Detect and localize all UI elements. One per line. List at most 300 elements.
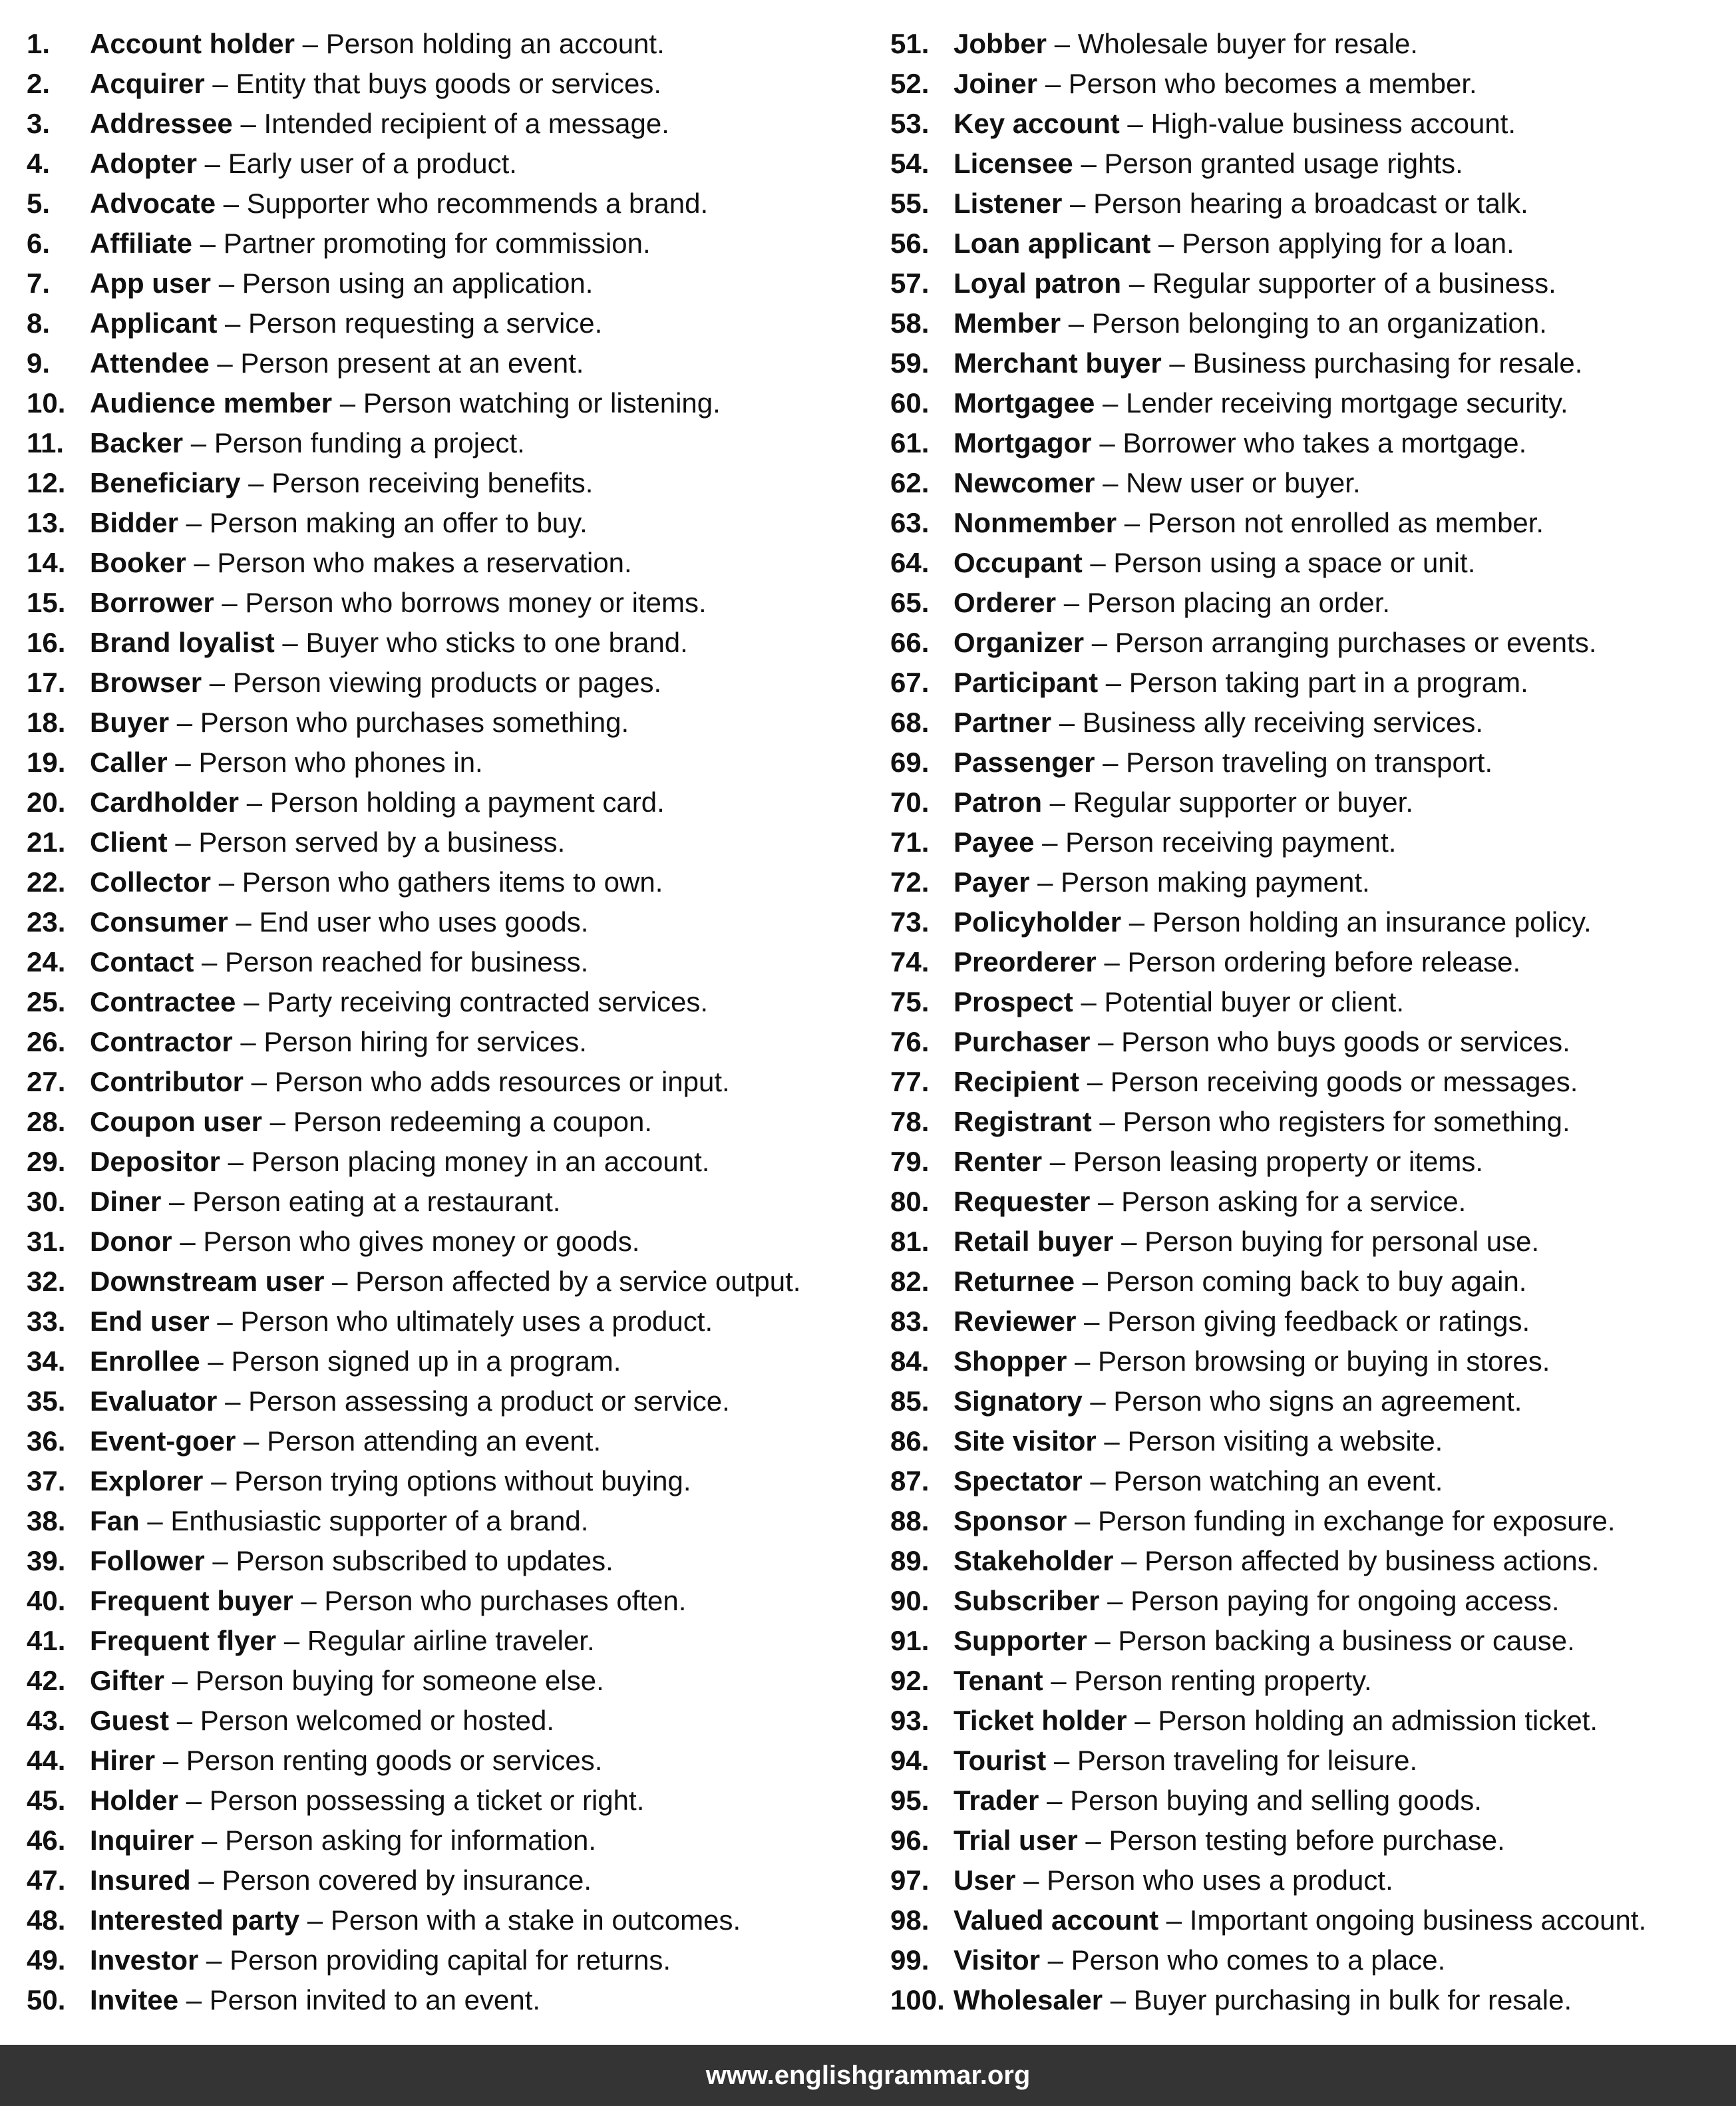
item-definition: Person who gives money or goods. (203, 1226, 640, 1257)
item-dash: – (274, 627, 306, 658)
item-definition: Borrower who takes a mortgage. (1123, 427, 1527, 458)
item-text (90, 1703, 554, 1738)
item-text (954, 506, 1544, 540)
list-item (890, 426, 1722, 466)
item-definition: Person buying for personal use. (1144, 1226, 1540, 1257)
item-dash: – (232, 1026, 264, 1057)
item-text (90, 1304, 713, 1339)
item-term: Licensee (954, 148, 1073, 179)
item-term: Payee (954, 826, 1035, 858)
item-text (90, 1184, 560, 1219)
item-definition: Person who purchases often. (324, 1585, 687, 1616)
item-text (954, 985, 1404, 1019)
item-text (954, 106, 1516, 141)
item-definition: Person who gathers items to own. (242, 866, 663, 898)
list-item (27, 945, 878, 985)
item-dash: – (178, 1984, 210, 2016)
item-number: 64. (890, 547, 930, 578)
item-number: 50. (27, 1984, 66, 2016)
item-term: Acquirer (90, 68, 205, 99)
item-definition: New user or buyer. (1126, 467, 1361, 498)
item-dash: – (1095, 747, 1127, 778)
list-item (890, 27, 1722, 67)
item-number: 83. (890, 1306, 930, 1337)
item-definition: Person invited to an event. (209, 1984, 541, 2016)
item-term: Retail buyer (954, 1226, 1114, 1257)
item-definition: Person funding in exchange for exposure. (1098, 1505, 1616, 1536)
item-definition: Person funding a project. (214, 427, 525, 458)
item-definition: Person buying for someone else. (195, 1665, 604, 1696)
item-term: Loyal patron (954, 267, 1122, 299)
item-text (90, 945, 588, 979)
item-text (90, 1025, 587, 1059)
list-item (27, 1384, 878, 1424)
item-term: Advocate (90, 188, 216, 219)
list-item (890, 306, 1722, 346)
item-dash: – (183, 427, 214, 458)
item-definition: Person asking for a service. (1121, 1186, 1467, 1217)
item-number: 63. (890, 507, 930, 538)
list-item (27, 546, 878, 586)
item-term: End user (90, 1306, 210, 1337)
list-item (890, 1144, 1722, 1184)
item-number: 75. (890, 986, 930, 1017)
item-text (90, 67, 661, 101)
item-definition: Regular supporter of a business. (1152, 267, 1556, 299)
item-dash: – (211, 866, 242, 898)
item-term: Reviewer (954, 1306, 1077, 1337)
item-definition: Person belonging to an organization. (1091, 307, 1547, 339)
item-text (954, 1743, 1417, 1778)
item-definition: Person welcomed or hosted. (200, 1705, 555, 1736)
item-text (90, 785, 665, 820)
item-number: 24. (27, 946, 66, 977)
list-item (890, 745, 1722, 785)
item-number: 85. (890, 1385, 930, 1417)
item-definition: Person reached for business. (225, 946, 589, 977)
list-item (27, 506, 878, 546)
list-item (890, 1264, 1722, 1304)
list-item (27, 386, 878, 426)
list-item (890, 67, 1722, 106)
item-term: Coupon user (90, 1106, 262, 1137)
item-number: 34. (27, 1345, 66, 1377)
item-definition: Person affected by a service output. (355, 1266, 801, 1297)
list-item (27, 226, 878, 266)
item-definition: Person who adds resources or input. (274, 1066, 730, 1097)
item-number: 66. (890, 627, 930, 658)
item-term: Trader (954, 1785, 1039, 1816)
item-term: Stakeholder (954, 1545, 1114, 1576)
list-item (890, 1584, 1722, 1624)
item-number: 44. (27, 1745, 66, 1776)
item-number: 29. (27, 1146, 66, 1177)
item-definition: Person placing money in an account. (251, 1146, 710, 1177)
item-term: Joiner (954, 68, 1038, 99)
item-term: Applicant (90, 307, 218, 339)
item-dash: – (194, 946, 226, 977)
item-term: Adopter (90, 148, 197, 179)
item-number: 79. (890, 1146, 930, 1177)
item-text (954, 785, 1413, 820)
item-term: Renter (954, 1146, 1043, 1177)
item-number: 65. (890, 587, 930, 618)
list-item (890, 1224, 1722, 1264)
item-number: 20. (27, 787, 66, 818)
item-text (954, 945, 1520, 979)
item-dash: – (1034, 826, 1066, 858)
item-number: 45. (27, 1785, 66, 1816)
list-item (890, 466, 1722, 506)
item-definition: Person who makes a reservation. (217, 547, 632, 578)
left-column-list (27, 27, 878, 2023)
item-number: 61. (890, 427, 930, 458)
item-text (954, 1065, 1578, 1099)
item-term: Caller (90, 747, 168, 778)
item-definition: Regular airline traveler. (307, 1625, 595, 1656)
item-term: Purchaser (954, 1026, 1091, 1057)
item-number: 18. (27, 707, 66, 738)
item-dash: – (155, 1745, 186, 1776)
item-definition: Person attending an event. (267, 1425, 602, 1457)
item-number: 57. (890, 267, 930, 299)
item-definition: Person leasing property or items. (1073, 1146, 1484, 1177)
item-number: 52. (890, 68, 930, 99)
item-number: 76. (890, 1026, 930, 1057)
item-dash: – (1084, 627, 1115, 658)
item-dash: – (220, 1146, 252, 1177)
item-definition: Person asking for information. (225, 1825, 596, 1856)
list-item (27, 1105, 878, 1144)
item-number: 59. (890, 347, 930, 379)
item-term: Supporter (954, 1625, 1087, 1656)
item-dash: – (1061, 307, 1092, 339)
list-item (890, 705, 1722, 745)
item-dash: – (211, 267, 242, 299)
item-definition: Person backing a business or cause. (1118, 1625, 1575, 1656)
item-number: 60. (890, 387, 930, 419)
item-term: Partner (954, 707, 1052, 738)
list-item (890, 1424, 1722, 1464)
item-term: Hirer (90, 1745, 156, 1776)
item-term: Listener (954, 188, 1063, 219)
item-dash: – (1113, 1226, 1145, 1257)
item-number: 42. (27, 1665, 66, 1696)
list-item (890, 1464, 1722, 1504)
item-dash: – (178, 1785, 210, 1816)
item-term: Guest (90, 1705, 170, 1736)
item-dash: – (1051, 707, 1083, 738)
item-text (90, 506, 588, 540)
item-text (90, 106, 669, 141)
list-item (890, 1903, 1722, 1943)
item-dash: – (209, 347, 241, 379)
item-term: Fan (90, 1505, 140, 1536)
item-term: Gifter (90, 1665, 165, 1696)
item-definition: Person browsing or buying in stores. (1098, 1345, 1550, 1377)
item-definition: Person trying options without buying. (234, 1465, 691, 1496)
item-dash: – (236, 1425, 267, 1457)
item-number: 91. (890, 1625, 930, 1656)
item-number: 48. (27, 1904, 66, 1936)
item-definition: Person not enrolled as member. (1147, 507, 1544, 538)
item-text (90, 1224, 639, 1259)
item-number: 92. (890, 1665, 930, 1696)
item-number: 13. (27, 507, 66, 538)
item-dash: – (203, 1465, 235, 1496)
item-term: Mortgagee (954, 387, 1095, 419)
item-term: Audience member (90, 387, 333, 419)
item-definition: Supporter who recommends a brand. (246, 188, 709, 219)
item-number: 54. (890, 148, 930, 179)
item-text (90, 665, 661, 700)
item-text (954, 1424, 1443, 1459)
item-text (954, 27, 1418, 61)
list-item (890, 1664, 1722, 1703)
item-dash: – (1046, 1745, 1077, 1776)
item-dash: – (197, 148, 228, 179)
item-number: 9. (27, 347, 51, 379)
item-dash: – (1042, 787, 1073, 818)
item-term: Wholesaler (954, 1984, 1103, 2016)
item-term: App user (90, 267, 212, 299)
item-dash: – (1079, 1066, 1111, 1097)
list-item (27, 1783, 878, 1823)
item-definition: Person viewing products or pages. (232, 667, 662, 698)
list-item (27, 1144, 878, 1184)
item-text (90, 1624, 595, 1658)
item-term: Sponsor (954, 1505, 1067, 1536)
item-term: Contractor (90, 1026, 233, 1057)
list-item (27, 306, 878, 346)
list-item (27, 1344, 878, 1384)
item-term: Bidder (90, 507, 179, 538)
item-text (954, 825, 1396, 860)
item-definition: Person assessing a product or service. (248, 1385, 730, 1417)
list-item (27, 705, 878, 745)
item-number: 33. (27, 1306, 66, 1337)
item-dash: – (204, 68, 236, 99)
item-number: 43. (27, 1705, 66, 1736)
item-dash: – (198, 1944, 230, 1976)
item-definition: Person requesting a service. (248, 307, 603, 339)
list-item (890, 1384, 1722, 1424)
item-dash: – (1121, 906, 1152, 938)
item-term: Subscriber (954, 1585, 1100, 1616)
list-item (890, 625, 1722, 665)
item-number: 25. (27, 986, 66, 1017)
item-dash: – (1039, 1785, 1071, 1816)
list-item (890, 1943, 1722, 1983)
item-number: 93. (890, 1705, 930, 1736)
list-item (27, 1624, 878, 1664)
item-number: 16. (27, 627, 66, 658)
item-number: 53. (890, 108, 930, 139)
item-definition: Business purchasing for resale. (1192, 347, 1583, 379)
item-term: Collector (90, 866, 212, 898)
item-number: 80. (890, 1186, 930, 1217)
item-term: Spectator (954, 1465, 1083, 1496)
item-definition: Person who comes to a place. (1071, 1944, 1446, 1976)
item-dash: – (1095, 387, 1127, 419)
list-item (27, 1743, 878, 1783)
item-term: Orderer (954, 587, 1057, 618)
item-term: Contributor (90, 1066, 244, 1097)
item-definition: Person who signs an agreement. (1113, 1385, 1522, 1417)
item-text (954, 1184, 1466, 1219)
list-item (890, 905, 1722, 945)
item-definition: Person who becomes a member. (1068, 68, 1477, 99)
item-number: 88. (890, 1505, 930, 1536)
item-term: Payer (954, 866, 1030, 898)
item-text (954, 586, 1390, 620)
item-term: Patron (954, 787, 1043, 818)
item-text (954, 266, 1556, 301)
item-dash: – (1056, 587, 1087, 618)
item-number: 82. (890, 1266, 930, 1297)
item-text (954, 1105, 1570, 1139)
item-term: Frequent flyer (90, 1625, 277, 1656)
item-number: 5. (27, 188, 51, 219)
item-number: 23. (27, 906, 66, 938)
item-dash: – (1082, 1385, 1114, 1417)
item-term: Client (90, 826, 168, 858)
item-number: 94. (890, 1745, 930, 1776)
item-number: 69. (890, 747, 930, 778)
item-text (954, 546, 1475, 580)
item-term: Occupant (954, 547, 1083, 578)
item-term: Passenger (954, 747, 1095, 778)
item-definition: Person signed up in a program. (231, 1345, 621, 1377)
list-item (27, 1184, 878, 1224)
item-definition: Person ordering before release. (1127, 946, 1521, 977)
item-dash: – (239, 787, 270, 818)
item-number: 22. (27, 866, 66, 898)
item-text (90, 346, 584, 381)
list-item (890, 1344, 1722, 1384)
item-term: Site visitor (954, 1425, 1097, 1457)
item-text (954, 1903, 1646, 1938)
list-item (890, 825, 1722, 865)
item-text (90, 1783, 644, 1818)
item-dash: – (1158, 1904, 1190, 1936)
item-definition: Person visiting a website. (1127, 1425, 1443, 1457)
item-term: Browser (90, 667, 202, 698)
item-text (90, 306, 602, 341)
item-term: Jobber (954, 28, 1047, 59)
list-item (890, 665, 1722, 705)
item-number: 39. (27, 1545, 66, 1576)
item-text (954, 1464, 1443, 1498)
item-definition: Enthusiastic supporter of a brand. (170, 1505, 589, 1536)
list-item (27, 1065, 878, 1105)
list-item (27, 985, 878, 1025)
item-number: 12. (27, 467, 66, 498)
item-text (954, 1025, 1570, 1059)
item-dash: – (1119, 108, 1151, 139)
item-dash: – (1113, 1545, 1145, 1576)
item-term: Visitor (954, 1944, 1040, 1976)
item-definition: Potential buyer or client. (1104, 986, 1405, 1017)
item-dash: – (1037, 68, 1069, 99)
item-text (90, 745, 483, 780)
item-term: Merchant buyer (954, 347, 1162, 379)
item-term: Newcomer (954, 467, 1095, 498)
item-definition: Person receiving goods or messages. (1110, 1066, 1578, 1097)
item-text (90, 266, 593, 301)
item-dash: – (1121, 267, 1152, 299)
item-definition: Person holding an insurance policy. (1152, 906, 1592, 938)
item-text (954, 1344, 1550, 1379)
item-text (954, 745, 1492, 780)
list-item (890, 1184, 1722, 1224)
item-dash: – (167, 747, 199, 778)
item-dash: – (192, 228, 224, 259)
item-text (954, 306, 1547, 341)
item-dash: – (1150, 228, 1182, 259)
item-term: Trial user (954, 1825, 1078, 1856)
item-number: 10. (27, 387, 66, 419)
item-number: 62. (890, 467, 930, 498)
item-number: 36. (27, 1425, 66, 1457)
item-dash: – (1161, 347, 1193, 379)
list-item (890, 146, 1722, 186)
item-definition: Person eating at a restaurant. (192, 1186, 561, 1217)
item-number: 47. (27, 1864, 66, 1896)
item-dash: – (1042, 1146, 1073, 1177)
list-item (27, 67, 878, 106)
item-definition: Person taking part in a program. (1128, 667, 1528, 698)
item-text (90, 1903, 741, 1938)
item-term: Tourist (954, 1745, 1047, 1776)
item-term: Investor (90, 1944, 199, 1976)
item-term: Enrollee (90, 1345, 200, 1377)
item-dash: – (1087, 1625, 1119, 1656)
item-dash: – (1039, 1944, 1071, 1976)
item-text (90, 1823, 596, 1858)
item-text (954, 386, 1568, 421)
item-dash: – (214, 587, 246, 618)
item-dash: – (1043, 1665, 1075, 1696)
item-text (90, 186, 708, 221)
item-dash: – (1090, 1026, 1122, 1057)
list-item (27, 186, 878, 226)
footer-url[interactable]: www.englishgrammar.org (705, 2060, 1031, 2090)
list-item (890, 266, 1722, 306)
list-item (890, 1983, 1722, 2023)
item-definition: Person who registers for something. (1123, 1106, 1570, 1137)
item-number: 58. (890, 307, 930, 339)
list-item (890, 186, 1722, 226)
list-item (27, 1903, 878, 1943)
item-dash: – (1047, 28, 1078, 59)
item-term: Requester (954, 1186, 1091, 1217)
item-term: Follower (90, 1545, 205, 1576)
item-definition: Person present at an event. (240, 347, 584, 379)
item-dash: – (1082, 1465, 1114, 1496)
item-definition: Person subscribed to updates. (236, 1545, 613, 1576)
item-text (90, 1144, 709, 1179)
item-definition: Wholesale buyer for resale. (1077, 28, 1418, 59)
item-term: Holder (90, 1785, 179, 1816)
item-term: Participant (954, 667, 1099, 698)
item-number: 97. (890, 1864, 930, 1896)
item-text (954, 1304, 1530, 1339)
list-item (27, 1464, 878, 1504)
item-definition: Partner promoting for commission. (223, 228, 651, 259)
list-item (27, 905, 878, 945)
item-text (954, 1863, 1393, 1898)
